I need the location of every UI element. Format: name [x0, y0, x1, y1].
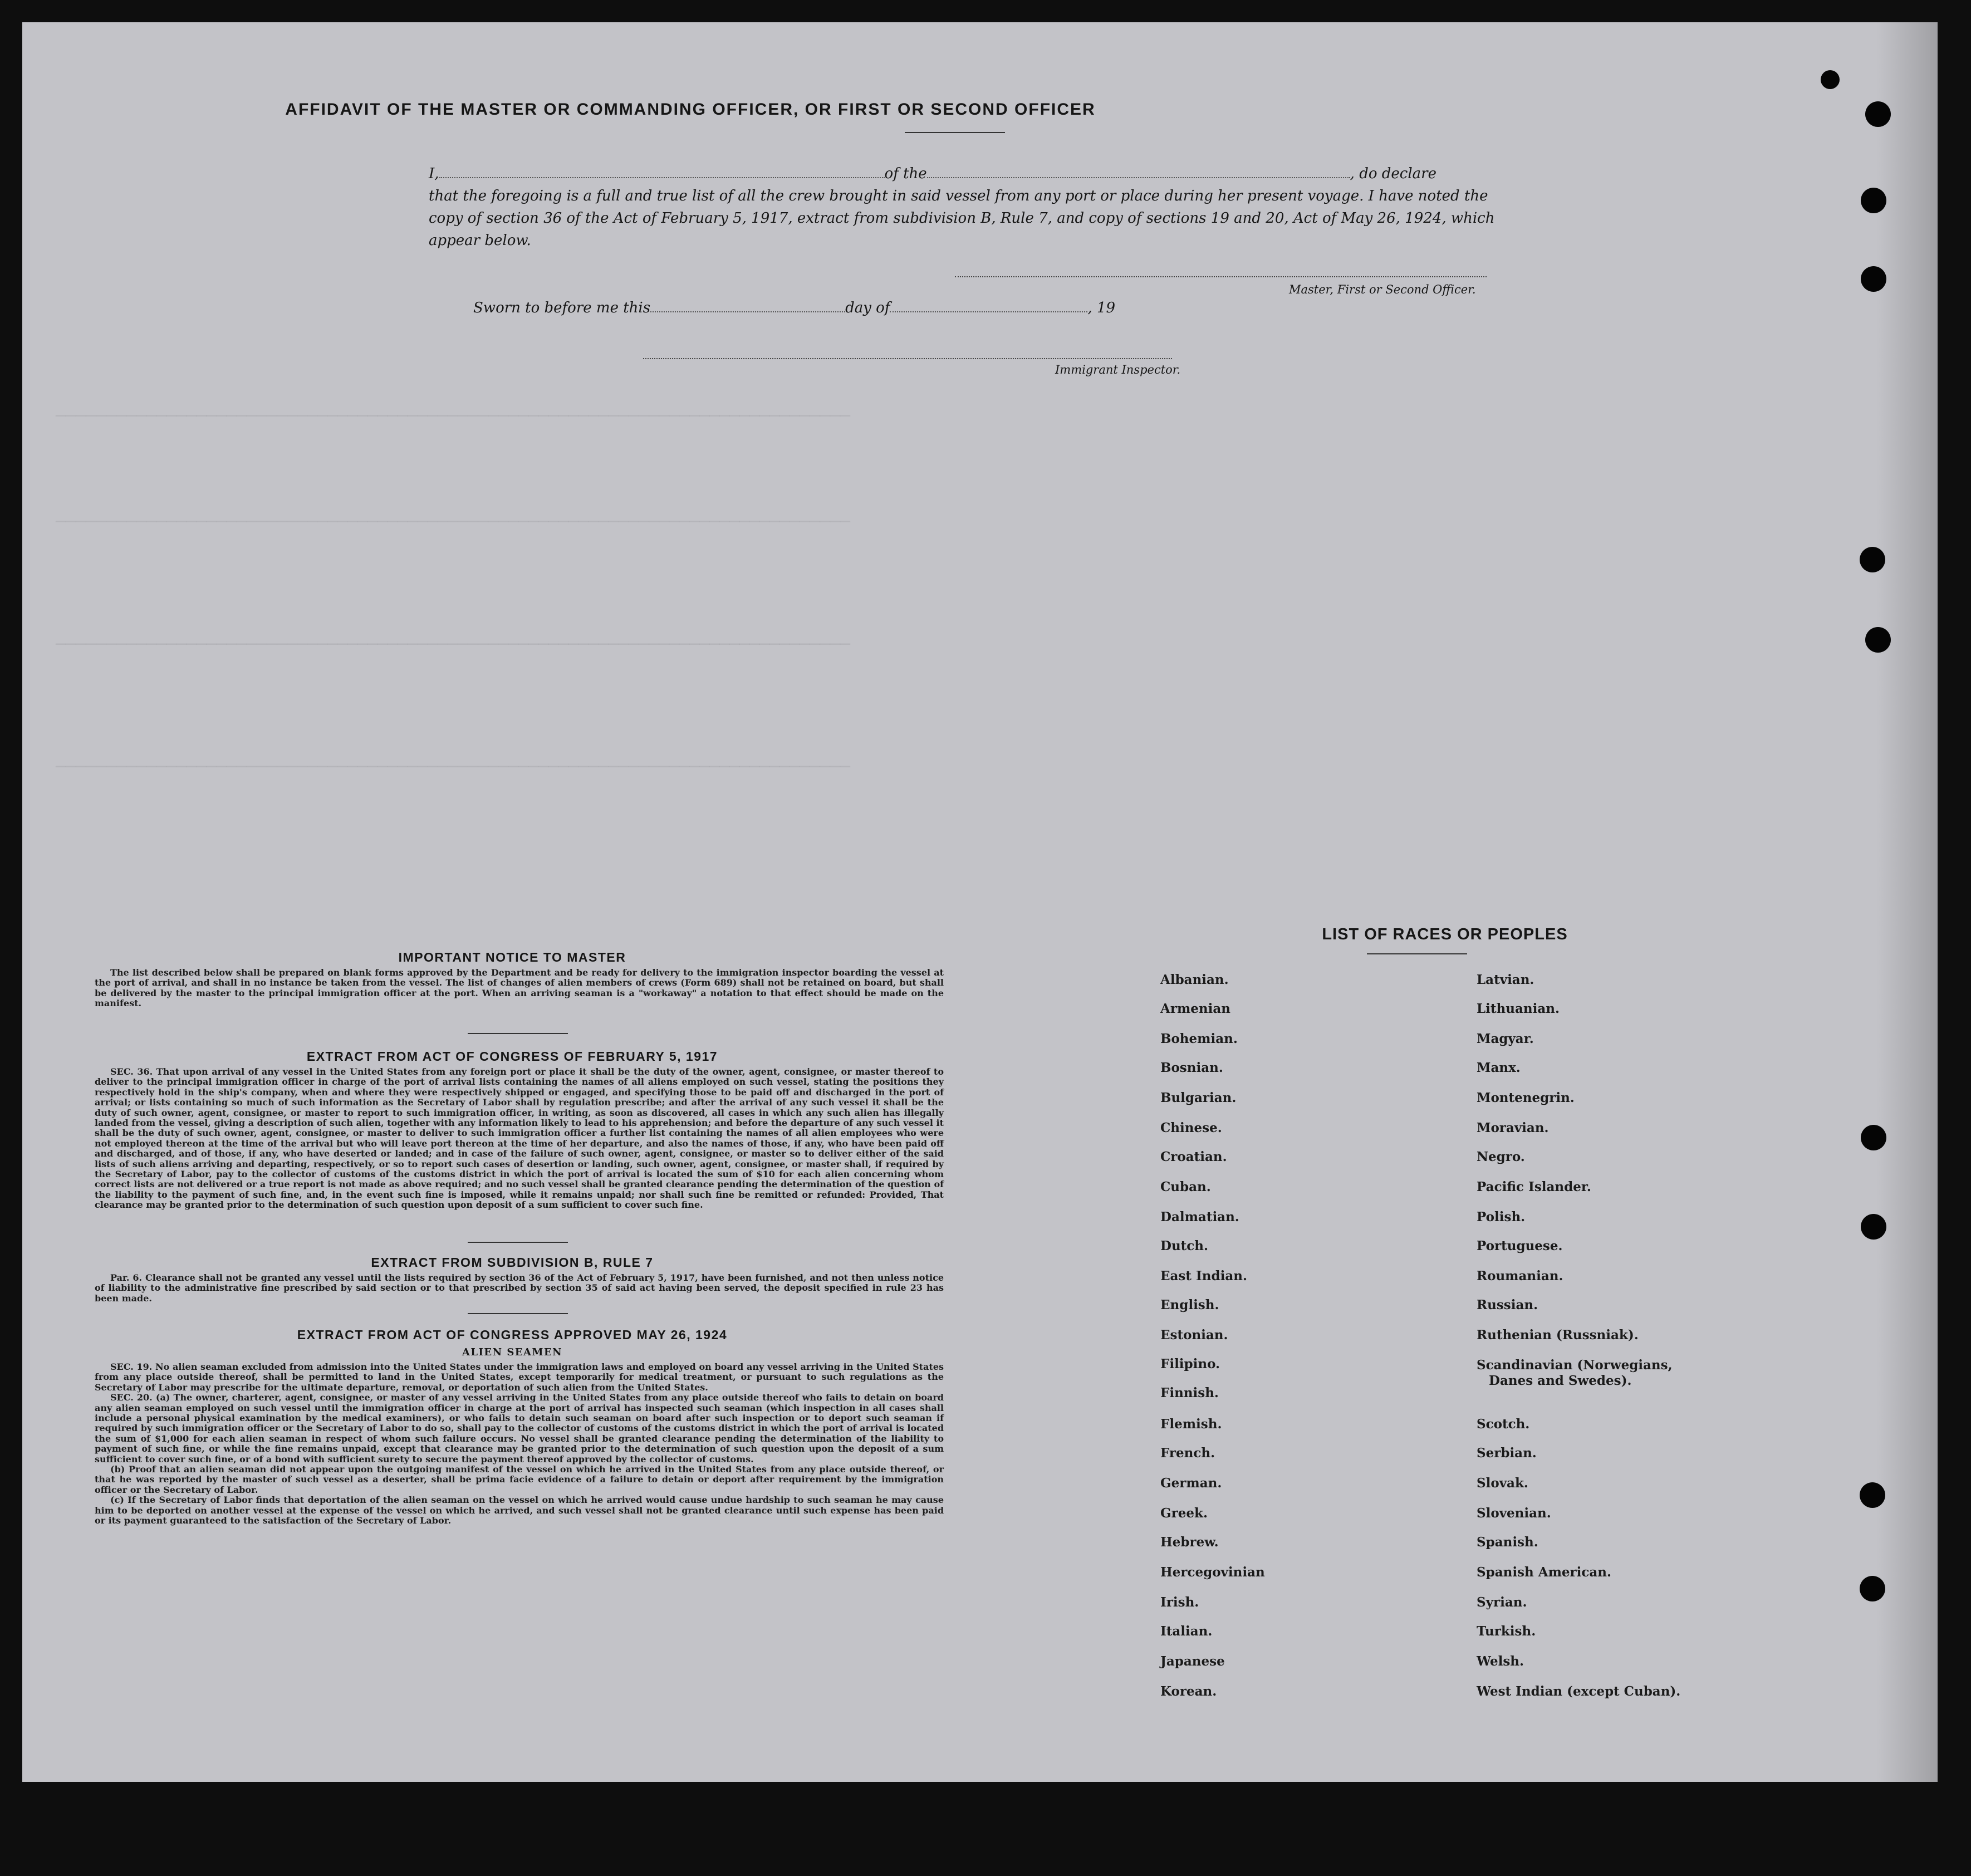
race-item: Filipino. — [1160, 1356, 1220, 1372]
race-item: East Indian. — [1160, 1268, 1247, 1284]
i-label: I, — [429, 165, 439, 182]
race-item: Irish. — [1160, 1595, 1199, 1610]
divider — [468, 1313, 568, 1314]
race-item: Croatian. — [1160, 1149, 1227, 1164]
affidavit-declaration-line — [429, 163, 1487, 185]
divider — [468, 1033, 568, 1034]
sworn-month-field[interactable] — [890, 300, 1087, 312]
alien-seamen-subtitle: ALIEN SEAMEN — [462, 1346, 563, 1358]
notice-text — [95, 968, 944, 1009]
extract-1924-title: EXTRACT FROM ACT OF CONGRESS APPROVED MAY 26, 1924 — [297, 1328, 728, 1342]
punch-hole-icon — [1860, 1482, 1885, 1508]
divider — [905, 132, 1005, 133]
master-signature-field[interactable] — [955, 276, 1487, 277]
race-item: Negro. — [1477, 1149, 1525, 1164]
race-item: Bosnian. — [1160, 1060, 1223, 1075]
section-20c-paragraph: (c) If the Secretary of Labor finds that deportation of the alien seaman on the vessel on which he arrived would cause undue hardship to such seaman he may cause him to be deported on another vessel at the expense of the vessel on which he arrived, and such vessel shall not be granted clearance until such expense has been paid or its payment guaranteed to the satisfaction of the Secretary of Labor. — [95, 1495, 944, 1526]
punch-hole-icon — [1860, 547, 1885, 572]
race-item: Bulgarian. — [1160, 1090, 1237, 1105]
extract-rule7-title: EXTRACT FROM SUBDIVISION B, RULE 7 — [371, 1255, 654, 1270]
race-item: Moravian. — [1477, 1120, 1549, 1135]
race-item: Slovak. — [1477, 1476, 1528, 1491]
race-item: Dutch. — [1160, 1238, 1209, 1253]
race-item: Polish. — [1477, 1209, 1526, 1224]
section-20a-paragraph: SEC. 20. (a) The owner, charterer, agent, consignee, or master of any vessel arriving in the United States from any place outside thereof who fails to detain on board any alien seaman employed on such vessel until the immigration officer in charge at the port of arrival has inspected such seaman (which inspection in all cases shall include a personal physical examination by the medical examiners), or who fails to detain such seaman on board after such inspection or to deport such seaman if required by such immigration officer or the Secretary of Labor to do so, shall pay to the collector of customs of the customs district in which the port of arrival is located the sum of $1,000 for each alien seaman in respect of whom such failure occurs. No vessel shall be granted clearance pending the determination of the liability to payment of such fine, or while the fine remains unpaid, except that clearance may be granted prior to the determination of such question upon the deposit of a sum sufficient to cover such fine, or of a bond with sufficient surety to secure the payment thereof approved by the collector of customs. — [95, 1392, 944, 1464]
race-item: Magyar. — [1477, 1031, 1534, 1046]
race-item: Ruthenian (Russniak). — [1477, 1328, 1639, 1343]
race-item: Dalmatian. — [1160, 1209, 1239, 1224]
par-6-paragraph: Par. 6. Clearance shall not be granted any vessel until the lists required by section 36 of the Act of February 5, 1917, have been furnished, and not then unless notice of liability to the administrative fine prescribed by said section or to that prescribed by section 35 of said act having been served, the deposit specified in rule 23 has been made. — [95, 1272, 944, 1304]
of-the-label: of the — [884, 165, 927, 182]
race-item: Scandinavian (Norwegians, — [1477, 1358, 1673, 1373]
affidavit-title: AFFIDAVIT OF THE MASTER OR COMMANDING OFFICER, OR FIRST OR SECOND OFFICER — [285, 100, 1096, 119]
race-item: Hercegovinian — [1160, 1565, 1265, 1580]
extract-1917-title: EXTRACT FROM ACT OF CONGRESS OF FEBRUARY 5, 1917 — [306, 1049, 718, 1064]
race-item: Danes and Swedes). — [1489, 1373, 1632, 1388]
race-item: Japanese — [1160, 1654, 1225, 1669]
punch-hole-icon — [1861, 188, 1886, 213]
punch-hole-icon — [1865, 627, 1891, 653]
punch-hole-icon — [1865, 101, 1891, 127]
vessel-field[interactable] — [927, 165, 1350, 178]
notice-title: IMPORTANT NOTICE TO MASTER — [398, 950, 626, 964]
inspector-caption: Immigrant Inspector. — [1055, 363, 1181, 376]
sworn-label: Sworn to before me this — [473, 300, 651, 316]
inspector-signature-field[interactable] — [643, 358, 1172, 359]
race-item: Welsh. — [1477, 1654, 1524, 1669]
race-item: West Indian (except Cuban). — [1477, 1684, 1681, 1699]
year-label: , 19 — [1087, 300, 1116, 316]
race-item: Serbian. — [1477, 1446, 1537, 1461]
notice-paragraph: The list described below shall be prepared on blank forms approved by the Department and be ready for delivery to the immigration inspector boarding the vessel at the port of arrival, and shall in no instance be taken from the vessel. The list of changes of alien members of crews (Form 689) shall not be retained on board, but shall be delivered by the master to the principal immigration officer at the port. When an arriving seaman is a "workaway" a notation to that effect should be made on the manifest. — [95, 967, 944, 1009]
race-item: Flemish. — [1160, 1417, 1222, 1432]
master-signature-caption: Master, First or Second Officer. — [1289, 283, 1476, 296]
punch-hole-icon — [1861, 266, 1886, 292]
races-title: LIST OF RACES OR PEOPLES — [1322, 925, 1568, 943]
punch-hole-icon — [1861, 1214, 1886, 1240]
day-of-label: day of — [845, 300, 890, 316]
race-item: German. — [1160, 1476, 1222, 1491]
race-item: Scotch. — [1477, 1417, 1530, 1432]
form-page — [22, 22, 1938, 1782]
race-item: Armenian — [1160, 1001, 1231, 1016]
race-item: Russian. — [1477, 1297, 1538, 1312]
extract-rule7-text — [95, 1273, 944, 1304]
race-item: Syrian. — [1477, 1595, 1527, 1610]
affidavit-body — [429, 163, 1495, 252]
bleed-through: ─────────────────────────────────────────────────────────────────────────────── — [56, 512, 850, 532]
divider — [1367, 953, 1467, 954]
race-item: Korean. — [1160, 1684, 1217, 1699]
race-item: Pacific Islander. — [1477, 1179, 1591, 1194]
race-item: Montenegrin. — [1477, 1090, 1575, 1105]
affidavit-text-line-3: appear below. — [429, 232, 531, 249]
race-item: Albanian. — [1160, 972, 1229, 987]
race-item: Cuban. — [1160, 1179, 1211, 1194]
race-item: Manx. — [1477, 1060, 1521, 1075]
section-20b-paragraph: (b) Proof that an alien seaman did not appear upon the outgoing manifest of the vessel on which he arrived in the United States from any place outside thereof, or that he was reported by the master of such vessel as a deserter, shall be prima facie evidence of a failure to detain or deport after requirement by the immigration officer or the Secretary of Labor. — [95, 1464, 944, 1495]
divider — [468, 1242, 568, 1243]
race-item: Turkish. — [1477, 1624, 1536, 1639]
affidavit-text-line-2: copy of section 36 of the Act of February 5, 1917, extract from subdivision B, Rule 7, and copy of sections 19 and 20, Act of May 26, 1924, which — [429, 210, 1495, 227]
punch-hole-icon — [1860, 1576, 1885, 1601]
race-item: Spanish. — [1477, 1535, 1538, 1550]
punch-hole-icon — [1861, 1125, 1886, 1150]
extract-1917-text — [95, 1067, 944, 1211]
sworn-day-field[interactable] — [650, 300, 845, 312]
race-item: Slovenian. — [1477, 1506, 1551, 1521]
race-item: Roumanian. — [1477, 1268, 1563, 1284]
race-item: Lithuanian. — [1477, 1001, 1560, 1016]
race-item: Spanish American. — [1477, 1565, 1612, 1580]
race-item: English. — [1160, 1297, 1219, 1312]
race-item: Finnish. — [1160, 1385, 1219, 1400]
race-item: French. — [1160, 1446, 1215, 1461]
affidavit-text-line-1: that the foregoing is a full and true list of all the crew brought in said vessel from any port or place during her present voyage. I have noted the — [429, 188, 1488, 204]
bleed-through: ─────────────────────────────────────────────────────────────────────────────── — [56, 757, 850, 777]
race-item: Chinese. — [1160, 1120, 1222, 1135]
race-item: Greek. — [1160, 1506, 1208, 1521]
sworn-line — [473, 300, 1115, 316]
race-item: Hebrew. — [1160, 1535, 1219, 1550]
race-item: Italian. — [1160, 1624, 1213, 1639]
punch-hole-icon — [1821, 70, 1840, 89]
race-item: Latvian. — [1477, 972, 1534, 987]
name-field[interactable] — [439, 165, 885, 178]
do-declare-label: , do declare — [1350, 165, 1436, 182]
section-36-paragraph: SEC. 36. That upon arrival of any vessel in the United States from any foreign port or place it shall be the duty of the owner, agent, consignee, or master thereof to deliver to the principal immigration officer in charge of the port of arrival lists containing the names of all aliens employed on such vessel, stating the positions they respectively hold in the ship's company, when and where they were respectively shipped or engaged, and specifying those to be paid off and discharged in the port of arrival; or lists containing so much of such information as the Secretary of Labor shall by regulation prescribe; and after the arrival of any such vessel it shall be the duty of such owner, agent, consignee, or master to report to such immigration officer, in writing, as soon as discovered, all cases in which any such alien has illegally landed from the vessel, giving a description of such alien, together with any information likely to lead to his apprehension; and before the departure of any such vessel it shall be the duty of such owner, agent, consignee, or master to deliver to such immigration officer a further list containing the names of all alien employees who were not employed thereon at the time of the arrival but who will leave port thereon at the time of her departure, and also the names of those, if any, who have been paid off and discharged, and of those, if any, who have deserted or landed; and in case of the failure of such owner, agent, consignee, or master so to deliver either of the said lists of such aliens arriving and departing, respectively, or so to report such cases of desertion or landing, such owner, agent, consignee, or master shall, if required by the Secretary of Labor, pay to the collector of customs of the customs district in which the port of arrival is located the sum of $10 for each alien concerning whom correct lists are not delivered or a true report is not made as above required; and no such vessel shall be granted clearance pending the determination of the question of the liability to the payment of such fine, and, in the event such fine is imposed, while it remains unpaid; nor shall such fine be remitted or refunded: Provided, That clearance may be granted prior to the determination of such question upon deposit of a sum sufficient to cover such fine. — [95, 1066, 944, 1211]
race-item: Estonian. — [1160, 1328, 1228, 1343]
race-item: Portuguese. — [1477, 1238, 1563, 1253]
section-19-paragraph: SEC. 19. No alien seaman excluded from admission into the United States under the immigration laws and employed on board any vessel arriving in the United States from any place outside thereof, shall be permitted to land in the United States, except temporarily for medical treatment, or pursuant to such regulations as the Secretary of Labor may prescribe for the ultimate departure, removal, or deportation of such alien from the United States. — [95, 1361, 944, 1393]
bleed-through: ─────────────────────────────────────────────────────────────────────────────── — [56, 635, 850, 654]
race-item: Bohemian. — [1160, 1031, 1238, 1046]
bleed-through: ─────────────────────────────────────────────────────────────────────────────── — [56, 406, 850, 426]
extract-1924-text — [95, 1362, 944, 1526]
